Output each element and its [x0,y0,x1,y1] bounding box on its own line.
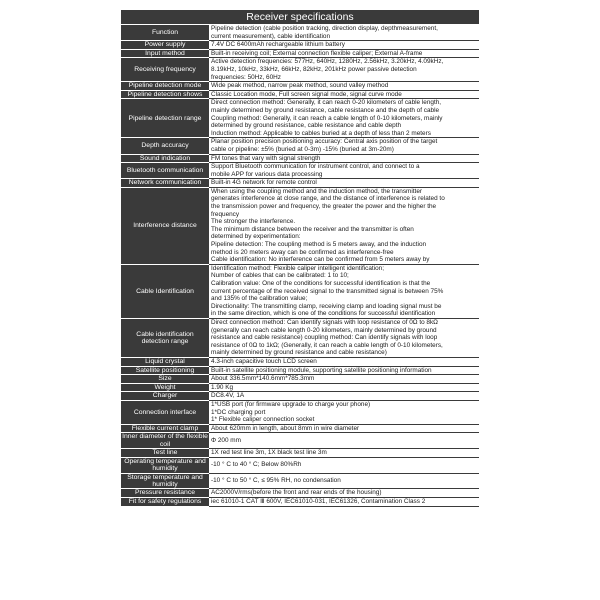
spec-value-line: frequencies: 50Hz, 60Hz [211,73,281,81]
spec-value-line: generates interference at close range, and the distance of interference is related to [211,195,445,203]
spec-value [209,82,479,91]
spec-value-line: AC2000V/rms(before the front and rear ends of the housing) [211,489,382,497]
spec-row [121,179,479,188]
spec-value-line: Pipeline detection: The coupling method is 5 meters away, and the induction [211,241,427,249]
spec-value-line: The minimum distance between the receiver and the transmitter is often [211,225,414,233]
spec-row [121,99,479,138]
spec-value-line: About 620mm in length, about 8mm in wire diameter [211,424,360,432]
spec-value-line: Identification method: Flexible caliper intelligent identification; [211,264,384,272]
spec-row [121,318,479,357]
spec-row [121,449,479,458]
spec-value [209,375,479,384]
spec-value-line: Support Bluetooth communication for instrument control, and connect to a [211,163,420,171]
spec-row [121,187,479,264]
spec-value-line: Number of cables that can be calibrated: 1 to 10; [211,272,349,280]
spec-value [209,489,479,498]
spec-row [121,357,479,366]
spec-value [209,400,479,424]
spec-row [121,41,479,50]
spec-value [209,99,479,138]
receiver-spec-sheet [121,10,479,507]
spec-value-line: and 135% of the calibration value; [211,295,308,303]
spec-value-line: frequency [211,210,240,218]
spec-value-line: method is 20 meters away can be confirmed as interference-free [211,248,394,256]
spec-row [121,154,479,163]
spec-label: Operating temperature and humidity [121,457,209,473]
spec-label: Pipeline detection shows [121,90,209,99]
spec-value [209,357,479,366]
spec-value [209,163,479,179]
spec-label: Weight [121,383,209,392]
spec-label: Power supply [121,41,209,50]
spec-value-line: Built-in receiving coil; External connection flexible caliper; External A-frame [211,49,423,57]
spec-row [121,424,479,433]
spec-label: Fit for safety regulations [121,497,209,506]
spec-label: Test line [121,449,209,458]
spec-table-body [121,25,479,506]
spec-label: Bluetooth communication [121,163,209,179]
spec-value-line: 7.4V DC 6400mAh rechargeable lithium battery [211,41,345,49]
spec-value-line: Built-in 4G network for remote control [211,179,317,187]
spec-row [121,163,479,179]
spec-value [209,90,479,99]
spec-label: Inner diameter of the flexible coil [122,433,208,448]
spec-value-line: Cable identification: No interference can be confirmed from 5 meters away by [211,256,430,264]
spec-value-line: 8.19kHz, 10kHz, 33kHz, 66kHz, 82kHz, 201kHz power passive detection [211,65,417,73]
spec-row [121,82,479,91]
spec-value [209,179,479,188]
spec-row [121,49,479,58]
spec-row [121,473,479,489]
spec-value [209,424,479,433]
spec-label: Storage temperature and humidity [121,473,209,489]
spec-row [121,264,479,318]
spec-label: Satellite positioning [121,366,209,375]
spec-value-line: -10 ° C to 40 ° C; Below 80%Rh [211,461,302,469]
spec-row [121,366,479,375]
spec-value-line: Direct connection method: Generally, it can reach 0-20 kilometers of cable length, [211,99,442,107]
spec-value [209,497,479,506]
spec-label: Cable identification detection range [121,318,209,357]
spec-value-line: current percentage of the received signal to the transmitted signal is between 75% [211,287,444,295]
spec-label: Receiving frequency [121,58,209,82]
spec-value-line: 1* Flexible caliper connection socket [211,416,315,424]
spec-value-line: 1.90 Kg [211,383,234,391]
spec-value [209,58,479,82]
spec-value-line: Wide peak method, narrow peak method, sound valley method [211,82,389,90]
spec-label: Pressure resistance [121,489,209,498]
spec-label: Function [121,25,209,41]
spec-value [209,25,479,41]
spec-row [121,383,479,392]
spec-value-line: cable or pipeline: ±5% (buried at 0-3m) -15% (buried at 3m-20m) [211,145,394,153]
spec-value-line: Active detection frequencies: 577Hz, 640Hz, 1280Hz, 2.56kHz, 3.20kHz, 4.09kHz, [211,58,444,66]
spec-row [121,90,479,99]
spec-value-line: resistance and cable resistance) coupling method: Can identify signals with loop [211,334,438,342]
spec-row [121,457,479,473]
spec-row [121,400,479,424]
spec-value-line: Directionality: The transmitting clamp, receiving clamp and loading signal must be [211,302,442,310]
spec-value [209,383,479,392]
spec-value-line: The stronger the interference. [211,218,296,226]
spec-label: Depth accuracy [121,138,209,154]
spec-value-line: 1*DC charging port [211,408,266,416]
spec-label: Liquid crystal [121,357,209,366]
spec-value-line: Built-in satellite positioning module, supporting satellite positioning information [211,366,432,374]
spec-label: Charger [121,392,209,401]
spec-label: Flexible current clamp [121,424,209,433]
spec-value [209,392,479,401]
spec-value-line: Pipeline detection (cable position tracking, direction display, depthmeasurement, [211,25,438,32]
spec-value-line: When using the coupling method and the induction method, the transmitter [211,187,423,195]
spec-value-line: the transmission power and frequency, the greater the power and the higher the [211,203,437,211]
spec-value-line: (generally can reach cable length 0-20 kilometers, mainly determined by ground [211,326,437,334]
spec-value [209,318,479,357]
spec-value [209,457,479,473]
spec-value-line: resistance of 0Ω to 1kΩ; (Generally, it can reach a cable length of 0-10 kilometers, [211,341,443,349]
spec-label: Sound indication [121,154,209,163]
spec-label: Interference distance [121,187,209,264]
spec-value-line: Calibration value: One of the conditions for successful identification is that the [211,280,431,287]
spec-value [209,449,479,458]
spec-value-line: determined by ground resistance, cable resistance and cable depth [211,122,402,130]
spec-value-line: mobile APP for various data processing [211,170,323,178]
spec-value-line: Classic Location mode, Full screen signal mode, signal curve mode [211,90,402,98]
spec-table [121,25,479,507]
spec-value-line: current measurement), cable identification [211,32,330,40]
sheet-title: Receiver specifications [121,10,479,25]
spec-row [121,489,479,498]
spec-value [209,433,479,449]
spec-label: Pipeline detection range [121,99,209,138]
spec-value-line: Induction method: Applicable to cables buried at a depth of less than 2 meters [211,129,431,137]
spec-row [121,392,479,401]
spec-value [209,366,479,375]
spec-value-line: Φ 200 mm [211,436,241,444]
spec-value-line: -10 ° C to 50 ° C, ≤ 95% RH, no condensation [211,477,341,485]
spec-row [121,25,479,41]
spec-value [209,473,479,489]
spec-value-line: mainly determined by ground resistance and cable resistance) [211,349,387,357]
spec-value-line: 1*USB port (for firmware upgrade to charge your phone) [211,400,371,408]
spec-value [209,187,479,264]
spec-value [209,49,479,58]
spec-value [209,154,479,163]
spec-value [209,41,479,50]
spec-label: Size [121,375,209,384]
spec-row [121,138,479,154]
spec-label: Connection interface [121,400,209,424]
spec-label: Network communication [121,179,209,188]
spec-value-line: FM tones that vary with signal strength [211,154,321,162]
spec-label: Cable Identification [121,264,209,318]
spec-value-line: About 336.5mm*140.6mm*785.3mm [211,375,315,383]
spec-value-line: Planar position precision positioning accuracy: Central axis position of the target [211,138,438,146]
spec-row [121,433,479,449]
spec-row [121,58,479,82]
spec-value [209,264,479,318]
spec-row [121,375,479,384]
spec-value-line: in the same direction, which is one of the conditions for successful identification [211,310,436,318]
spec-value-line: mainly determined by ground resistance, cable resistance and the depth of cable [211,106,440,114]
spec-value-line: 4.3-inch capacitive touch LCD screen [211,357,317,365]
spec-value-line: DC8.4V, 1A [211,392,245,400]
spec-label: Pipeline detection mode [121,82,209,91]
spec-row [121,497,479,506]
spec-value-line: iec 61010-1 CAT Ⅲ 600V, IEC61010-031, IEC61326, Contamination Class 2 [211,497,426,505]
spec-label: Input method [121,49,209,58]
spec-value [209,138,479,154]
spec-value-line: Direct connection method: Can identify signals with loop resistance of 0Ω to 8kΩ [211,318,438,326]
spec-value-line: 1X red test line 3m, 1X black test line 3m [211,449,327,457]
spec-value-line: determined by experimentation: [211,233,301,241]
spec-value-line: Coupling method: Generally, it can reach a cable length of 0-10 kilometers, mainly [211,114,443,122]
